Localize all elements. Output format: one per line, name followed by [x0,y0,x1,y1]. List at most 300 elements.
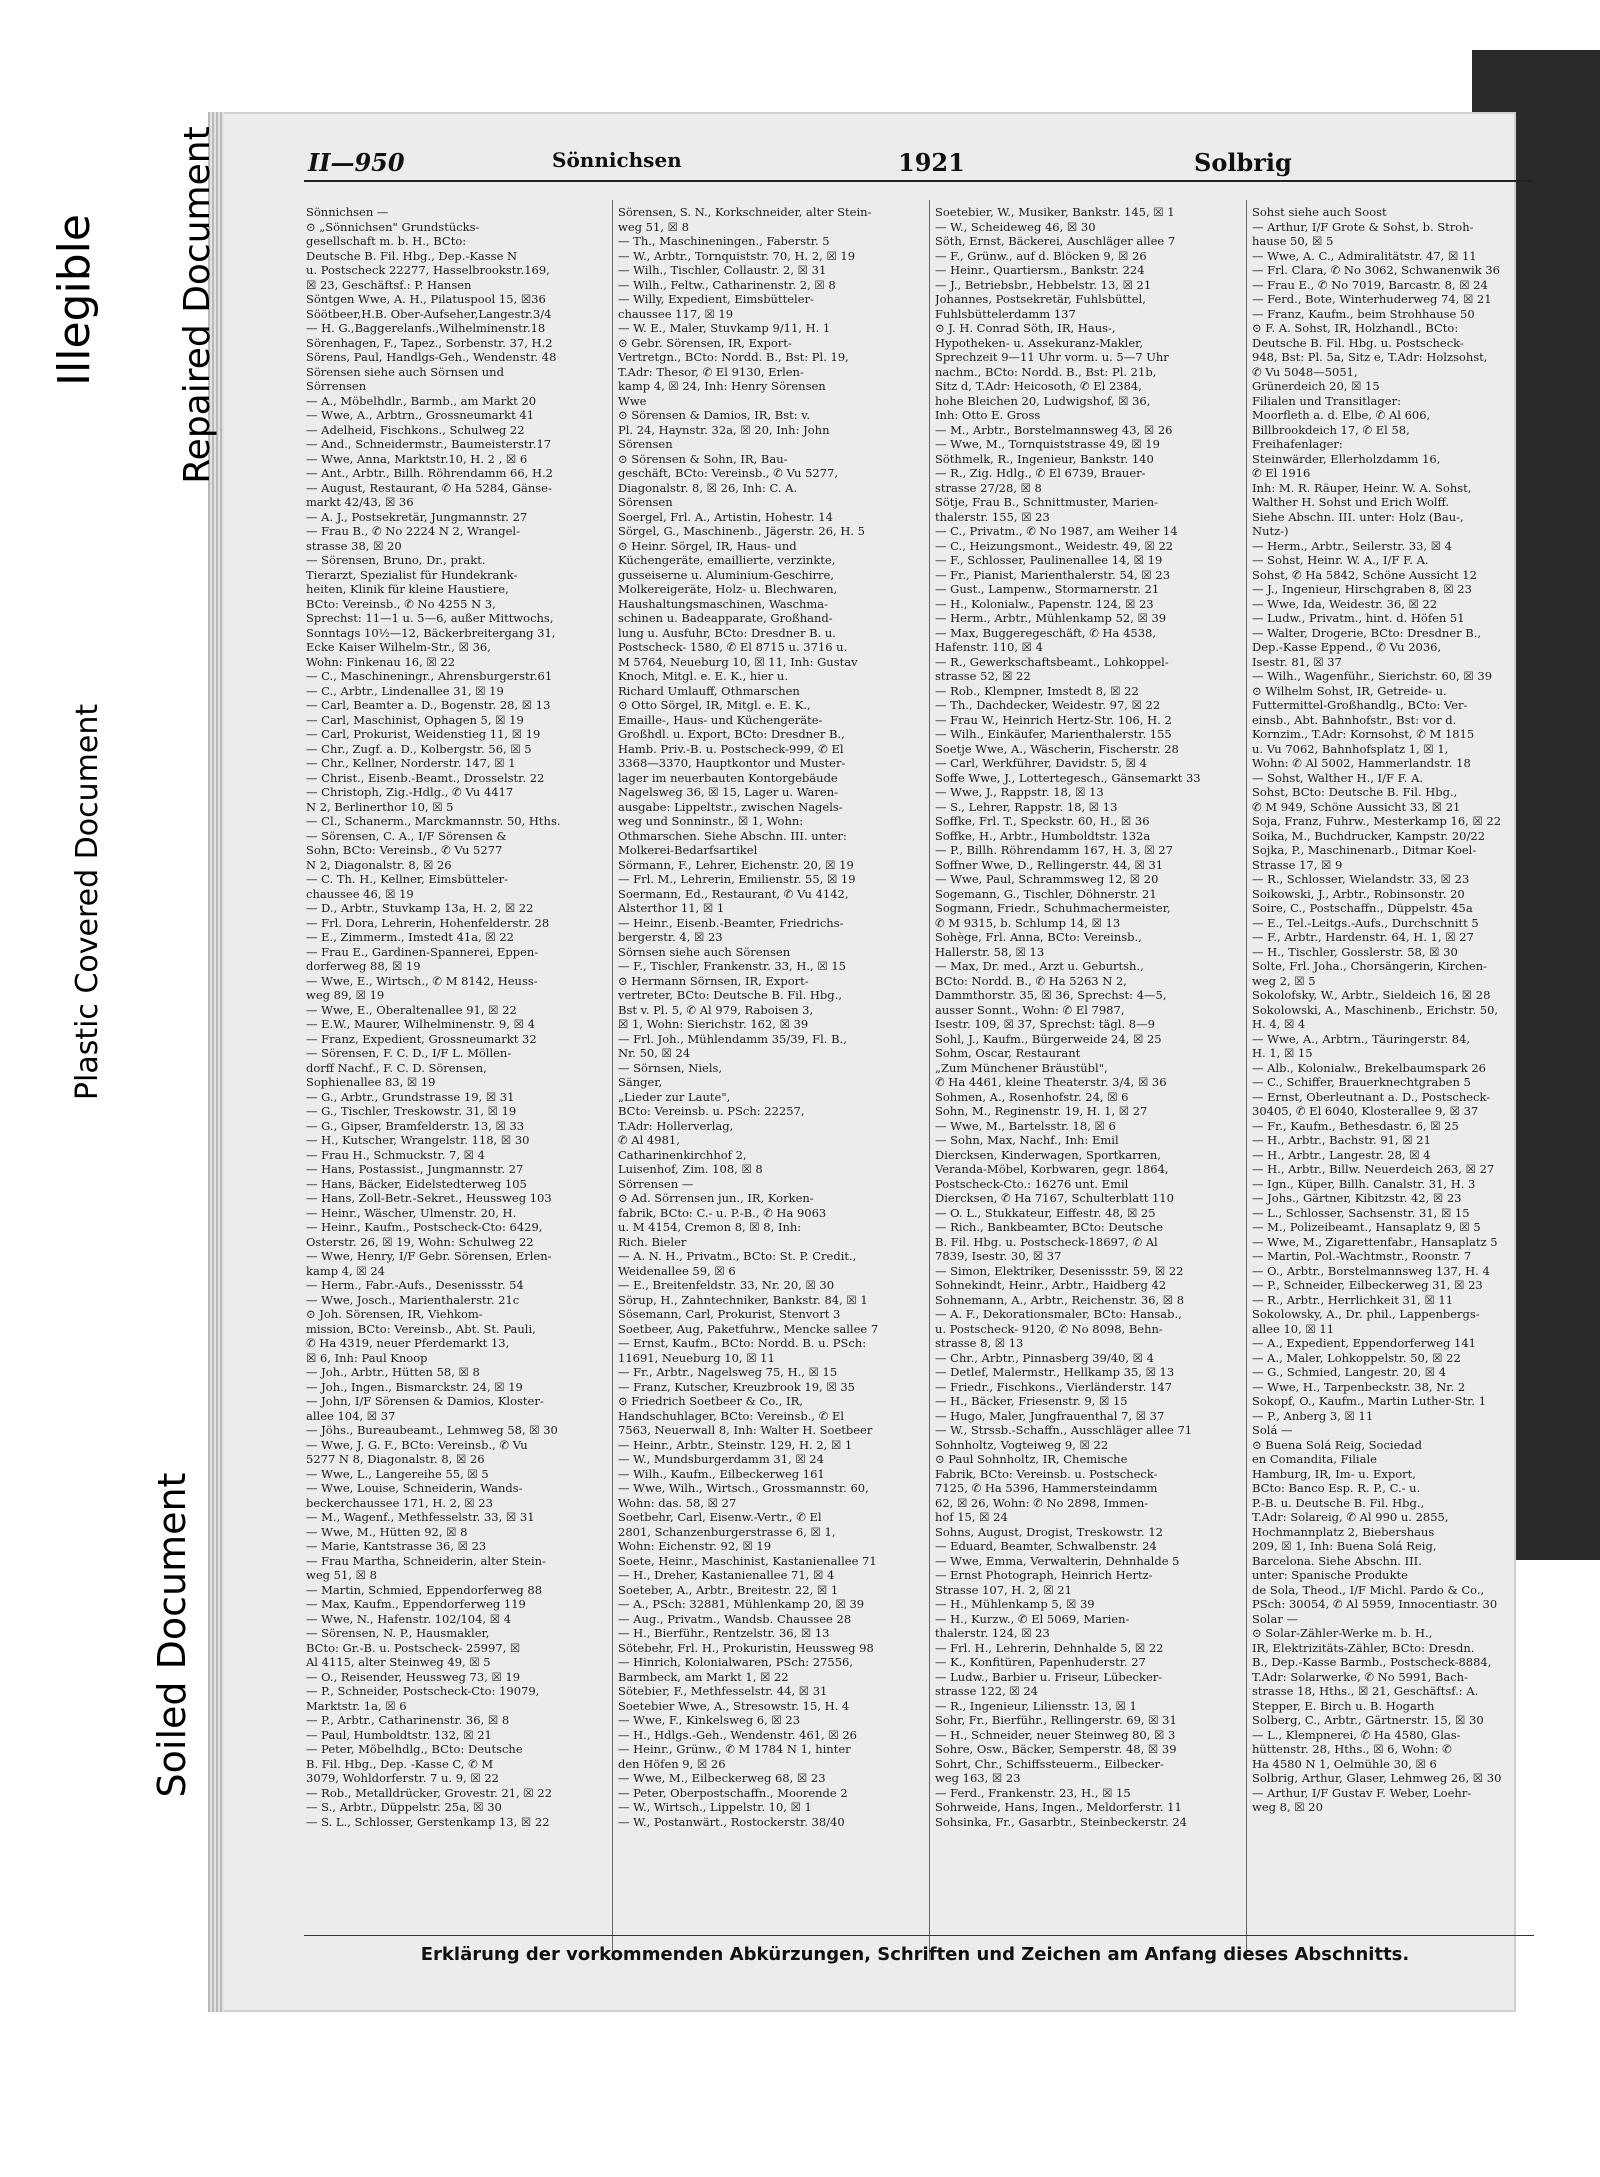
directory-entry-line: ☒ 23, Geschäftsf.: P. Hansen [306,277,472,292]
directory-entry-line: Sösemann, Carl, Prokurist, Stenvort 3 [618,1307,841,1321]
directory-entry-line: — Wwe, Anna, Marktstr.10, H. 2 , ☒ 6 [306,451,528,466]
directory-entry-line: Sprechst: 11—1 u. 5—6, außer Mittwochs, [306,611,554,625]
directory-entry-line: — K., Konfitüren, Papenhuderstr. 27 [935,1655,1146,1669]
directory-entry-line: — Sörensen, N. P., Hausmakler, [306,1626,490,1640]
directory-entry-line: Soetbehr, Carl, Eisenw.-Vertr., ✆ El [618,1510,822,1524]
directory-entry-line: Al 4115, alter Steinweg 49, ☒ 5 [306,1655,491,1669]
directory-entry-line: — R., Arbtr., Herrlichkeit 31, ☒ 11 [1252,1292,1454,1307]
directory-entry-line: Alsterthor 11, ☒ 1 [618,901,725,915]
directory-entry-line: u. Postscheck 22277, Hasselbrookstr.169, [306,263,550,277]
directory-entry-line: Sötebehr, Frl. H., Prokuristin, Heussweg 98 [618,1640,874,1655]
directory-entry-line: — Wwe, J., Rappstr. 18, ☒ 13 [935,785,1104,799]
directory-entry-line: Wohn: das. 58, ☒ 27 [618,1495,737,1510]
directory-entry-line: Soergel, Frl. A., Artistin, Hohestr. 14 [618,509,833,524]
directory-entry-line: — Sörensen, F. C. D., I/F L. Möllen- [306,1046,512,1060]
directory-entry-line: Sötebier, F., Methfesselstr. 44, ☒ 31 [618,1684,828,1698]
directory-entry-line: Molkerei-Bedarfsartikel [618,843,758,857]
directory-entry-line: — Frau Martha, Schneiderin, alter Stein- [306,1553,546,1568]
directory-entry-line: allee 10, ☒ 11 [1252,1321,1335,1336]
directory-entry-line: strasse 27/28, ☒ 8 [935,480,1042,495]
directory-entry-line: 2801, Schanzenburgerstrasse 6, ☒ 1, [618,1524,836,1539]
directory-entry-line: — Wwe, Henry, I/F Gebr. Sörensen, Erlen- [306,1249,552,1263]
directory-entry-line: — Wwe, L., Langereihe 55, ☒ 5 [306,1466,489,1481]
directory-entry-line: — P., Billh. Röhrendamm 167, H. 3, ☒ 27 [935,843,1173,857]
directory-entry-line: — Hinrich, Kolonialwaren, PSch: 27556, [618,1655,853,1669]
directory-entry-line: — G., Gipser, Bramfelderstr. 13, ☒ 33 [306,1118,525,1133]
directory-entry-line: Postscheck- 1580, ✆ El 8715 u. 3716 u. [618,640,848,654]
directory-entry-line: Sohns, August, Drogist, Treskowstr. 12 [935,1524,1163,1539]
directory-entry-line: Wohn: Finkenau 16, ☒ 22 [306,654,456,669]
directory-entry-line: 3079, Wohldorferstr. 7 u. 9, ☒ 22 [306,1771,499,1785]
directory-entry-line: — H. G.,Baggerelanfs.,Wilhelminenstr.18 [306,321,546,335]
directory-entry-line: Postscheck-Cto.: 16276 unt. Emil [935,1176,1129,1191]
directory-entry-line: Sohst, BCto: Deutsche B. Fil. Hbg., [1252,785,1458,799]
directory-entry-line: Wwe [618,393,647,408]
footer-rule [304,1935,1534,1936]
directory-entry-line: — Rich., Bankbeamter, BCto: Deutsche [935,1220,1164,1234]
directory-entry-line: H. 1, ☒ 15 [1252,1046,1313,1060]
directory-entry-line: — C., Arbtr., Lindenallee 31, ☒ 19 [306,683,504,698]
directory-entry-line: chaussee 117, ☒ 19 [618,306,734,321]
directory-entry-line: Bst v. Pl. 5, ✆ Al 979, Raboisen 3, [618,1002,814,1017]
directory-entry-line: Soffke, H., Arbtr., Humboldtstr. 132a [935,828,1151,843]
directory-entry-line: hause 50, ☒ 5 [1252,234,1334,248]
directory-entry-line: — E.W., Maurer, Wilhelminenstr. 9, ☒ 4 [306,1017,535,1031]
label-soiled-document: Soiled Document [150,1472,194,1798]
directory-entry-line: Soete, Heinr., Maschinist, Kastanienallee 71 [618,1553,877,1568]
directory-entry-line: — Wilh., Feltw., Catharinenstr. 2, ☒ 8 [618,277,836,292]
directory-entry-line: Knoch, Mitgl. e. E. K., hier u. [618,669,788,683]
directory-entry-line: Futtermittel-Großhandlg., BCto: Ver- [1252,698,1468,712]
directory-entry-line: 5277 N 8, Diagonalstr. 8, ☒ 26 [306,1452,485,1466]
directory-entry-line: bergerstr. 4, ☒ 23 [618,930,723,944]
directory-entry-line: Sörup, H., Zahntechniker, Bankstr. 84, ☒ 1 [618,1292,868,1307]
directory-entry-line: lager im neuerbauten Kontorgebäude [618,770,838,785]
directory-entry-line: den Höfen 9, ☒ 26 [618,1756,726,1771]
directory-entry-line: — Peter, Oberpostschaffn., Moorende 2 [618,1785,848,1800]
directory-entry-line: — J., Betriebsbr., Hebbelstr. 13, ☒ 21 [935,277,1152,292]
directory-entry-line: Sohre, Osw., Bäcker, Semperstr. 48, ☒ 39 [935,1742,1177,1756]
directory-entry-line: — O., Arbtr., Borstelmannsweg 137, H. 4 [1252,1263,1490,1278]
directory-entry-line: — Frau E., Gardinen-Spannerei, Eppen- [306,944,539,959]
directory-entry-line: Sohst siehe auch Soost [1252,205,1387,219]
directory-entry-line: Nutz-) [1252,524,1289,538]
directory-entry-line: — Frau E., ✆ No 7019, Barcastr. 8, ☒ 24 [1252,277,1488,292]
directory-entry-line: Sohn, BCto: Vereinsb., ✆ Vu 5277 [306,843,503,857]
directory-entry-line: Isestr. 81, ☒ 37 [1252,654,1342,669]
directory-entry-line: — Fr., Kaufm., Bethesdastr. 6, ☒ 25 [1252,1118,1459,1133]
directory-entry-line: Sötje, Frau B., Schnittmuster, Marien- [935,495,1159,509]
directory-entry-line: de Sola, Theod., I/F Michl. Pardo & Co., [1252,1582,1485,1597]
directory-entry-line: Diercksen, ✆ Ha 7167, Schulterblatt 110 [935,1191,1174,1205]
directory-entry-line: thalerstr. 124, ☒ 23 [935,1626,1050,1640]
directory-entry-line: — Wwe, E., Oberaltenallee 91, ☒ 22 [306,1002,517,1017]
directory-entry-line: Sohnekindt, Heinr., Arbtr., Haidberg 42 [935,1278,1167,1292]
directory-entry-line: — A., Maler, Lohkoppelstr. 50, ☒ 22 [1252,1350,1461,1365]
directory-entry-line: Filialen und Transitlager: [1252,393,1401,408]
directory-entry-line: Isestr. 109, ☒ 37, Sprechst: tägl. 8—9 [935,1017,1155,1031]
directory-entry-line: — Frl. Joh., Mühlendamm 35/39, Fl. B., [618,1031,847,1046]
directory-entry-line: — Heinr., Wäscher, Ulmenstr. 20, H. [306,1205,517,1220]
directory-entry-line: Sänger, [618,1075,663,1089]
directory-entry-line: Sohst, ✆ Ha 5842, Schöne Aussicht 12 [1252,567,1477,582]
directory-entry-line: Ecke Kaiser Wilhelm-Str., ☒ 36, [306,640,491,654]
directory-entry-line: weg 2, ☒ 5 [1252,973,1316,988]
abbreviation-note: Erklärung der vorkommenden Abkürzungen, Schriften und Zeichen am Anfang dieses Abschnitts. [420,1944,1410,1965]
directory-entry-line: Diagonalstr. 8, ☒ 26, Inh: C. A. [618,480,798,495]
directory-entry-line: — Martin, Pol.-Wachtmstr., Roonstr. 7 [1252,1249,1472,1263]
directory-entry-line: — H., Bierführ., Rentzelstr. 36, ☒ 13 [618,1626,830,1640]
directory-entry-line: — O., Reisender, Heussweg 73, ☒ 19 [306,1669,521,1684]
directory-entry-line: — C., Heizungsmont., Weidestr. 49, ☒ 22 [935,538,1174,553]
directory-entry-line: BCto: Nordd. B., ✆ Ha 5263 N 2, [935,973,1127,988]
directory-entry-line: Soeteber, A., Arbtr., Breitestr. 22, ☒ 1 [618,1582,839,1597]
directory-entry-line: — W. E., Maler, Stuvkamp 9/11, H. 1 [618,321,831,335]
directory-entry-line: Sörrensen [306,379,367,393]
directory-entry-line: — Willy, Expedient, Eimsbütteler- [618,292,814,306]
directory-entry-line: hof 15, ☒ 24 [935,1510,1008,1524]
directory-entry-line: Sohn, M., Reginenstr. 19, H. 1, ☒ 27 [935,1104,1148,1118]
directory-entry-line: Veranda-Möbel, Korbwaren, gegr. 1864, [935,1162,1169,1176]
directory-entry-line: — R., Gewerkschaftsbeamt., Lohkoppel- [935,654,1169,669]
directory-entry-line: Kornzim., T.Adr: Kornsohst, ✆ M 1815 [1252,727,1475,741]
directory-entry-line: B., Dep.-Kasse Barmb., Postscheck-8884, [1252,1655,1492,1669]
directory-entry-line: — C., Schiffer, Brauerknechtgraben 5 [1252,1075,1471,1089]
directory-entry-line: — H., Hdlgs.-Geh., Wendenstr. 461, ☒ 26 [618,1727,857,1742]
directory-entry-line: ✆ Ha 4461, kleine Theaterstr. 3/4, ☒ 36 [935,1075,1167,1089]
directory-entry-line: — Marie, Kantstrasse 36, ☒ 23 [306,1539,487,1553]
directory-entry-line: — H., Schneider, neuer Steinweg 80, ☒ 3 [935,1727,1176,1742]
directory-entry-line: — A. N. H., Privatm., BCto: St. P. Credit., [618,1249,857,1263]
directory-entry-line: schinen u. Badeapparate, Großhand- [618,611,833,625]
directory-entry-line: Sokolofsky, W., Arbtr., Sieldeich 16, ☒ 28 [1252,988,1491,1002]
directory-entry-line: — R., Schlosser, Wielandstr. 33, ☒ 23 [1252,872,1470,886]
directory-entry-line: Soetebier Wwe, A., Stresowstr. 15, H. 4 [618,1698,850,1713]
directory-entry-line: — Th., Dachdecker, Weidestr. 97, ☒ 22 [935,698,1161,712]
directory-entry-line: geschäft, BCto: Vereinsb., ✆ Vu 5277, [618,466,839,480]
directory-entry-line: — Carl, Werkführer, Davidstr. 5, ☒ 4 [935,756,1147,770]
directory-entry-line: — W., Arbtr., Tornquiststr. 70, H. 2, ☒ 19 [618,248,856,263]
directory-entry-line: ⊙ Ad. Sörrensen jun., IR, Korken- [618,1191,814,1205]
directory-entry-line: Sörrensen — [618,1176,694,1191]
directory-entry-line: Söth, Ernst, Bäckerei, Auschläger allee 7 [935,234,1176,248]
directory-entry-line: Sönnichsen — [306,205,389,219]
directory-entry-line: mission, BCto: Vereinsb., Abt. St. Pauli, [306,1321,536,1336]
directory-entry-line: — F., Tischler, Frankenstr. 33, H., ☒ 15 [618,959,846,973]
directory-entry-line: Sokopf, O., Kaufm., Martin Luther-Str. 1 [1252,1394,1487,1408]
directory-entry-line: — W., Scheideweg 46, ☒ 30 [935,219,1096,234]
directory-entry-line: Solá — [1252,1423,1293,1437]
directory-entry-line: Sörensen [618,495,673,509]
directory-entry-line: kamp 4, ☒ 24, Inh: Henry Sörensen [618,379,826,393]
directory-entry-line: — Max, Kaufm., Eppendorferweg 119 [306,1597,526,1611]
directory-entry-line: 948, Bst: Pl. 5a, Sitz e, T.Adr: Holzsohst, [1252,350,1488,364]
header-rule [304,180,1534,182]
directory-entry-line: Soffner Wwe, D., Rellingerstr. 44, ☒ 31 [935,857,1164,872]
directory-entry-line: — L., Klempnerei, ✆ Ha 4580, Glas- [1252,1727,1461,1742]
directory-entry-line: ☒ 1, Wohn: Sierichstr. 162, ☒ 39 [618,1017,809,1031]
directory-entry-line: — W., Wirtsch., Lippelstr. 10, ☒ 1 [618,1800,812,1814]
directory-entry-line: — P., Arbtr., Catharinenstr. 36, ☒ 8 [306,1713,510,1727]
directory-entry-line: allee 104, ☒ 37 [306,1408,396,1423]
directory-entry-line: ⊙ Otto Sörgel, IR, Mitgl. e. E. K., [618,698,811,712]
directory-entry-line: — Heinr., Grünw., ✆ M 1784 N 1, hinter [618,1742,851,1756]
directory-entry-line: — Ferd., Frankenstr. 23, H., ☒ 15 [935,1785,1131,1800]
directory-entry-line: — Carl, Beamter a. D., Bogenstr. 28, ☒ 13 [306,698,551,712]
directory-entry-line: Sörensen [618,437,673,451]
directory-entry-line: — Wwe, E., Wirtsch., ✆ M 8142, Heuss- [306,973,538,988]
directory-entry-line: — Frau H., Schmuckstr. 7, ☒ 4 [306,1147,485,1162]
directory-entry-line: strasse 8, ☒ 13 [935,1336,1024,1350]
directory-entry-line: — Friedr., Fischkons., Vierländerstr. 147 [935,1379,1172,1394]
directory-entry-line: — H., Dreher, Kastanienallee 71, ☒ 4 [618,1568,835,1582]
directory-entry-line: — Wwe, M., Hütten 92, ☒ 8 [306,1524,468,1539]
directory-entry-line: Sohl, J., Kaufm., Bürgerweide 24, ☒ 25 [935,1031,1162,1046]
directory-entry-line: Inh: M. R. Räuper, Heinr. W. A. Sohst, [1252,480,1472,495]
directory-entry-line: fabrik, BCto: C.- u. P.-B., ✆ Ha 9063 [618,1205,827,1220]
directory-entry-line: u. Postscheck- 9120, ✆ No 8098, Behn- [935,1321,1163,1336]
directory-entry-line: Wohn: Eichenstr. 92, ☒ 19 [618,1539,772,1553]
directory-entry-line: en Comandita, Filiale [1252,1452,1377,1466]
directory-column-1 [306,205,606,1975]
directory-entry-line: Walther H. Sohst und Erich Wolff. [1252,495,1450,509]
directory-column-3 [935,205,1240,1975]
directory-entry-line: H. 4, ☒ 4 [1252,1017,1306,1031]
directory-entry-line: — Wwe, Wilh., Wirtsch., Grossmannstr. 60, [618,1481,869,1495]
directory-entry-line: u. M 4154, Cremon 8, ☒ 8, Inh: [618,1220,802,1234]
directory-entry-line: Sohrweide, Hans, Ingen., Meldorferstr. 11 [935,1800,1182,1814]
directory-entry-line: Osterstr. 26, ☒ 19, Wohn: Schulweg 22 [306,1234,534,1249]
header-last-entry: Solbrig [1194,148,1292,177]
directory-entry-line: — W., Postanwärt., Rostockerstr. 38/40 [618,1814,845,1829]
directory-entry-line: Soja, Franz, Fuhrw., Mesterkamp 16, ☒ 22 [1252,814,1502,828]
directory-entry-line: — Wilh., Wagenführ., Sierichstr. 60, ☒ 39 [1252,669,1493,683]
directory-entry-line: — Frau B., ✆ No 2224 N 2, Wrangel- [306,524,520,538]
directory-entry-line: — W., Mundsburgerdamm 31, ☒ 24 [618,1452,824,1466]
directory-entry-line: Steinwärder, Ellerholzdamm 16, [1252,451,1441,466]
directory-entry-line: N 2, Berlinerthor 10, ☒ 5 [306,799,454,814]
directory-entry-line: Hallerstr. 58, ☒ 13 [935,944,1045,959]
directory-column-4 [1252,205,1542,1975]
directory-entry-line: Soire, C., Postschaffn., Düppelstr. 45a [1252,901,1473,915]
directory-entry-line: ⊙ F. A. Sohst, IR, Holzhandl., BCto: [1252,321,1459,335]
directory-entry-line: — W., Strssb.-Schaffn., Ausschläger allee 71 [935,1423,1193,1437]
directory-entry-line: markt 42/43, ☒ 36 [306,495,414,509]
directory-entry-line: — S., Lehrer, Rappstr. 18, ☒ 13 [935,799,1118,814]
directory-column-2 [618,205,923,1975]
directory-entry-line: — Frl. Clara, ✆ No 3062, Schwanenwik 36 [1252,263,1500,277]
directory-entry-line: Marktstr. 1a, ☒ 6 [306,1698,407,1713]
directory-entry-line: — Max, Buggeregeschäft, ✆ Ha 4538, [935,625,1156,640]
directory-entry-line: — Fr., Arbtr., Nagelsweg 75, H., ☒ 15 [618,1365,838,1379]
directory-entry-line: Sörensen, S. N., Korkschneider, alter Stein- [618,205,872,219]
directory-entry-line: Sohsinka, Fr., Gasarbtr., Steinbeckerstr. 24 [935,1814,1187,1829]
directory-entry-line: 209, ☒ 1, Inh: Buena Solá Reig, [1252,1539,1437,1553]
directory-entry-line: — Alb., Kolonialw., Brekelbaumspark 26 [1252,1060,1486,1075]
directory-entry-line: — Wwe, J. G. F., BCto: Vereinsb., ✆ Vu [306,1437,528,1452]
directory-entry-line: „Zum Münchener Bräustübl", [935,1060,1108,1075]
directory-entry-line: — A., Expedient, Eppendorferweg 141 [1252,1336,1476,1350]
directory-entry-line: Solar — [1252,1611,1298,1626]
directory-entry-line: — F., Arbtr., Hardenstr. 64, H. 1, ☒ 27 [1252,930,1474,944]
directory-entry-line: — Ign., Küper, Billh. Canalstr. 31, H. 3 [1252,1176,1476,1191]
directory-entry-line: — F., Grünw., auf d. Blöcken 9, ☒ 26 [935,248,1147,263]
directory-entry-line: — E., Breitenfeldstr. 33, Nr. 20, ☒ 30 [618,1278,835,1292]
directory-entry-line: Söntgen Wwe, A. H., Pilatuspool 15, ☒36 [306,292,546,306]
directory-entry-line: — Ant., Arbtr., Billh. Röhrendamm 66, H.2 [306,466,553,480]
directory-entry-line: u. Vu 7062, Bahnhofsplatz 1, ☒ 1, [1252,741,1449,756]
directory-entry-line: — Wwe, Emma, Verwalterin, Dehnhalde 5 [935,1553,1180,1568]
directory-entry-line: — Wwe, Ida, Weidestr. 36, ☒ 22 [1252,596,1438,611]
directory-entry-line: — Jöhs., Bureaubeamt., Lehmweg 58, ☒ 30 [306,1423,558,1437]
directory-entry-line: — Hans, Bäcker, Eidelstedterweg 105 [306,1176,527,1191]
directory-entry-line: — A., Möbelhdlr., Barmb., am Markt 20 [306,393,537,408]
directory-entry-line: thalerstr. 155, ☒ 23 [935,509,1050,524]
directory-entry-line: Billbrookdeich 17, ✆ El 58, [1252,422,1410,437]
directory-entry-line: Emaille-, Haus- und Küchengeräte- [618,712,823,727]
column-divider [1246,200,1247,1960]
directory-entry-line: kamp 4, ☒ 24 [306,1263,385,1278]
directory-entry-line: — Wilh., Kaufm., Eilbeckerweg 161 [618,1466,825,1481]
directory-entry-line: — Simon, Elektriker, Desenissstr. 59, ☒ 22 [935,1263,1184,1278]
directory-entry-line: ⊙ Wilhelm Sohst, IR, Getreide- u. [1252,683,1447,698]
directory-entry-line: — H., Tischler, Gosslerstr. 58, ☒ 30 [1252,944,1458,959]
directory-entry-line: Hypotheken- u. Assekuranz-Makler, [935,335,1144,350]
directory-entry-line: — O. L., Stukkateur, Eiffestr. 48, ☒ 25 [935,1205,1156,1220]
directory-entry-line: einsb., Abt. Bahnhofstr., Bst: vor d. [1252,712,1457,727]
directory-entry-line: ⊙ Sörensen & Sohn, IR, Bau- [618,451,788,466]
directory-entry-line: 7563, Neuerwall 8, Inh: Walter H. Soetbeer [618,1423,873,1437]
directory-entry-line: — Joh., Ingen., Bismarckstr. 24, ☒ 19 [306,1379,523,1394]
directory-entry-line: — Wwe, A. C., Admiralitätstr. 47, ☒ 11 [1252,248,1477,263]
directory-entry-line: — Sörensen, Bruno, Dr., prakt. [306,553,486,567]
directory-entry-line: ⊙ J. H. Conrad Söth, IR, Haus-, [935,321,1116,335]
directory-entry-line: — Frl. H., Lehrerin, Dehnhalde 5, ☒ 22 [935,1640,1164,1655]
directory-entry-line: — Wwe, M., Bartelsstr. 18, ☒ 6 [935,1118,1116,1133]
directory-entry-line: ⊙ Buena Solá Reig, Sociedad [1252,1437,1422,1452]
directory-entry-line: — Rob., Klempner, Imstedt 8, ☒ 22 [935,683,1139,698]
directory-entry-line: Deutsche B. Fil. Hbg. u. Postscheck- [1252,335,1464,350]
directory-entry-line: Soffke, Frl. T., Speckstr. 60, H., ☒ 36 [935,814,1150,828]
directory-entry-line: — Wwe, M., Eilbeckerweg 68, ☒ 23 [618,1771,826,1785]
column-divider [612,200,613,1960]
directory-entry-line: Solte, Frl. Joha., Chorsängerin, Kirchen- [1252,959,1488,973]
directory-entry-line: Hafenstr. 110, ☒ 4 [935,640,1043,654]
directory-entry-line: BCto: Vereinsb. u. PSch: 22257, [618,1104,805,1118]
directory-entry-line: Sonntags 10½—12, Bäckerbreitergang 31, [306,625,556,640]
directory-entry-line: Handschuhlager, BCto: Vereinsb., ✆ El [618,1408,845,1423]
directory-entry-line: Sohège, Frl. Anna, BCto: Vereinsb., [935,930,1142,944]
directory-entry-line: Söthmelk, R., Ingenieur, Bankstr. 140 [935,451,1154,466]
directory-entry-line: Soetebier, W., Musiker, Bankstr. 145, ☒ 1 [935,205,1175,219]
directory-entry-line: Catharinenkirchhof 2, [618,1147,747,1162]
directory-entry-line: — H., Bäcker, Friesenstr. 9, ☒ 15 [935,1394,1128,1408]
directory-entry-line: Sprechzeit 9—11 Uhr vorm. u. 5—7 Uhr [935,350,1169,364]
directory-entry-line: ⊙ Sörensen & Damios, IR, Bst: v. [618,408,811,422]
directory-entry-line: — E., Zimmerm., Imstedt 41a, ☒ 22 [306,930,514,944]
directory-entry-line: Diercksen, Kinderwagen, Sportkarren, [935,1147,1161,1162]
directory-entry-line: Sohnholtz, Vogteiweg 9, ☒ 22 [935,1437,1109,1452]
directory-entry-line: T.Adr: Solareig, ✆ Al 990 u. 2855, [1252,1510,1449,1524]
label-illegible: Illegible [49,214,100,386]
directory-entry-line: — S., Arbtr., Düppelstr. 25a, ☒ 30 [306,1800,502,1814]
directory-entry-line: — Heinr., Eisenb.-Beamter, Friedrichs- [618,915,844,930]
directory-entry-line: Stepper, E. Birch u. B. Hogarth [1252,1698,1435,1713]
directory-entry-line: — Joh., Arbtr., Hütten 58, ☒ 8 [306,1365,480,1379]
directory-entry-line: Sohrt, Chr., Schiffssteuerm., Eilbecker- [935,1756,1164,1771]
directory-entry-line: ✆ El 1916 [1252,466,1311,480]
directory-entry-line: — Sörnsen, Niels, [618,1060,723,1075]
directory-entry-line: — S. L., Schlosser, Gerstenkamp 13, ☒ 22 [306,1814,550,1829]
directory-entry-line: — Sohn, Max, Nachf., Inh: Emil [935,1133,1119,1147]
directory-entry-line: Sörmann, F., Lehrer, Eichenstr. 20, ☒ 19 [618,857,854,872]
directory-entry-line: lung u. Ausfuhr, BCto: Dresdner B. u. [618,625,836,640]
directory-entry-line: ⊙ Hermann Sörnsen, IR, Export- [618,973,809,988]
directory-entry-line: Nagelsweg 36, ☒ 15, Lager u. Waren- [618,785,838,799]
directory-entry-line: — L., Schlosser, Sachsenstr. 31, ☒ 15 [1252,1205,1470,1220]
directory-entry-line: — Wwe, M., Tornquiststrasse 49, ☒ 19 [935,437,1160,451]
directory-entry-line: — Hans, Zoll-Betr.-Sekret., Heussweg 103 [306,1191,552,1205]
directory-entry-line: Pl. 24, Haynstr. 32a, ☒ 20, Inh: John [618,422,830,437]
directory-entry-line: Othmarschen. Siehe Abschn. III. unter: [618,828,847,843]
directory-entry-line: — Ernst, Oberleutnant a. D., Postscheck- [1252,1089,1491,1104]
directory-entry-line: Sogmann, Friedr., Schuhmachermeister, [935,901,1171,915]
directory-entry-line: 7125, ✆ Ha 5396, Hammersteindamm [935,1481,1158,1495]
directory-entry-line: Haushaltungsmaschinen, Waschma- [618,596,829,611]
directory-entry-line: dorff Nachf., F. C. D. Sörensen, [306,1060,487,1075]
directory-entry-line: Moorfleth a. d. Elbe, ✆ Al 606, [1252,408,1431,422]
directory-entry-line: ⊙ Solar-Zähler-Werke m. b. H., [1252,1626,1433,1640]
directory-entry-line: hüttenstr. 28, Hths., ☒ 6, Wohn: ✆ [1252,1742,1452,1756]
directory-entry-line: Soffe Wwe, J., Lottertegesch., Gänsemarkt 33 [935,770,1201,785]
directory-entry-line: — P., Schneider, Eilbeckerweg 31, ☒ 23 [1252,1278,1483,1292]
directory-entry-line: — H., Arbtr., Billw. Neuerdeich 263, ☒ 27 [1252,1162,1495,1176]
directory-entry-line: heiten, Klinik für kleine Haustiere, [306,582,509,596]
directory-entry-line: Barcelona. Siehe Abschn. III. [1252,1553,1422,1568]
directory-entry-line: weg 163, ☒ 23 [935,1771,1021,1785]
directory-entry-line: — H., Kutscher, Wrangelstr. 118, ☒ 30 [306,1133,530,1147]
directory-entry-line: — Wilh., Einkäufer, Marienthalerstr. 155 [935,727,1172,741]
label-plastic-covered-document: Plastic Covered Document [70,703,105,1101]
directory-entry-line: Soetje Wwe, A., Wäscherin, Fischerstr. 28 [935,741,1179,756]
directory-entry-line: BCto: Gr.-B. u. Postscheck- 25997, ☒ [306,1640,521,1655]
directory-entry-line: — Sörensen, C. A., I/F Sörensen & [306,828,507,843]
directory-entry-line: Rich. Bieler [618,1234,687,1249]
directory-entry-line: — M., Polizeibeamt., Hansaplatz 9, ☒ 5 [1252,1220,1481,1234]
directory-entry-line: Soermann, Ed., Restaurant, ✆ Vu 4142, [618,886,849,901]
directory-entry-line: — Arthur, I/F Gustav F. Weber, Loehr- [1252,1785,1472,1800]
directory-entry-line: ⊙ Joh. Sörensen, IR, Viehkom- [306,1307,483,1321]
directory-entry-line: — G., Schmied, Langestr. 20, ☒ 4 [1252,1365,1447,1379]
directory-entry-line: gesellschaft m. b. H., BCto: [306,234,467,248]
directory-entry-line: — Franz, Kutscher, Kreuzbrook 19, ☒ 35 [618,1379,855,1394]
directory-entry-line: — M., Arbtr., Borstelmannsweg 43, ☒ 26 [935,422,1173,437]
directory-entry-line: Dep.-Kasse Eppend., ✆ Vu 2036, [1252,640,1442,654]
directory-entry-line: — P., Anberg 3, ☒ 11 [1252,1408,1374,1423]
directory-entry-line: — Christoph, Zig.-Hdlg., ✆ Vu 4417 [306,785,514,799]
directory-entry-line: dorferweg 88, ☒ 19 [306,959,421,973]
directory-entry-line: — Wwe, Josch., Marienthalerstr. 21c [306,1292,520,1307]
directory-entry-line: Hochmannplatz 2, Biebershaus [1252,1524,1435,1539]
page-number: II—950 [308,148,405,177]
directory-entry-line: ⊙ Heinr. Sörgel, IR, Haus- und [618,538,797,553]
directory-entry-line: ✆ Al 4981, [618,1133,680,1147]
directory-entry-line: M 5764, Neueburg 10, ☒ 11, Inh: Gustav [618,654,858,669]
directory-entry-line: — M., Wagenf., Methfesselstr. 33, ☒ 31 [306,1510,535,1524]
directory-entry-line: — Christ., Eisenb.-Beamt., Drosselstr. 22 [306,770,545,785]
directory-entry-line: ⊙ Gebr. Sörensen, IR, Export- [618,335,792,350]
directory-entry-line: — Peter, Möbelhdlg., BCto: Deutsche [306,1742,523,1756]
